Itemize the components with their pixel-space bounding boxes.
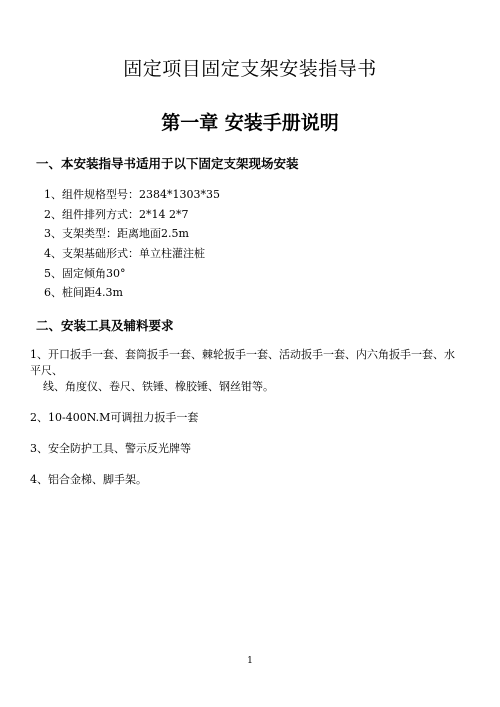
list-item: 2、组件排列方式：2*14 2*7 (44, 207, 189, 221)
list-item: 1、组件规格型号：2384*1303*35 (44, 188, 220, 201)
list-item: 3、安全防护工具、警示反光牌等 (30, 442, 191, 455)
tool-list (30, 347, 470, 503)
tool-item-line1: 1、开口扳手一套、套筒扳手一套、棘轮扳手一套、活动扳手一套、内六角扳手一套、水平尺、 (30, 348, 455, 377)
list-item: 6、桩间距4.3m (44, 286, 123, 300)
list-item: 2、10-400N.M可调扭力扳手一套 (30, 411, 199, 424)
list-item: 4、铝合金梯、脚手架。 (30, 473, 147, 486)
page-number: 1 (247, 656, 253, 666)
list-item: 3、支架类型：距离地面2.5m (44, 227, 189, 241)
section-heading-scope: 一、本安装指导书适用于以下固定支架现场安装 (36, 156, 299, 171)
spec-list (44, 185, 220, 303)
section-heading-tools: 二、安装工具及辅料要求 (36, 318, 174, 333)
list-item: 4、支架基础形式：单立柱灌注桩 (44, 247, 205, 261)
tool-item-line2: 线、角度仪、卷尺、铁锤、橡胶锤、钢丝钳等。 (43, 380, 274, 393)
list-item: 5、固定倾角30° (44, 266, 126, 280)
chapter-heading: 第一章 安装手册说明 (161, 112, 339, 134)
list-item (30, 347, 462, 395)
document-title: 固定项目固定支架安装指导书 (123, 58, 377, 80)
